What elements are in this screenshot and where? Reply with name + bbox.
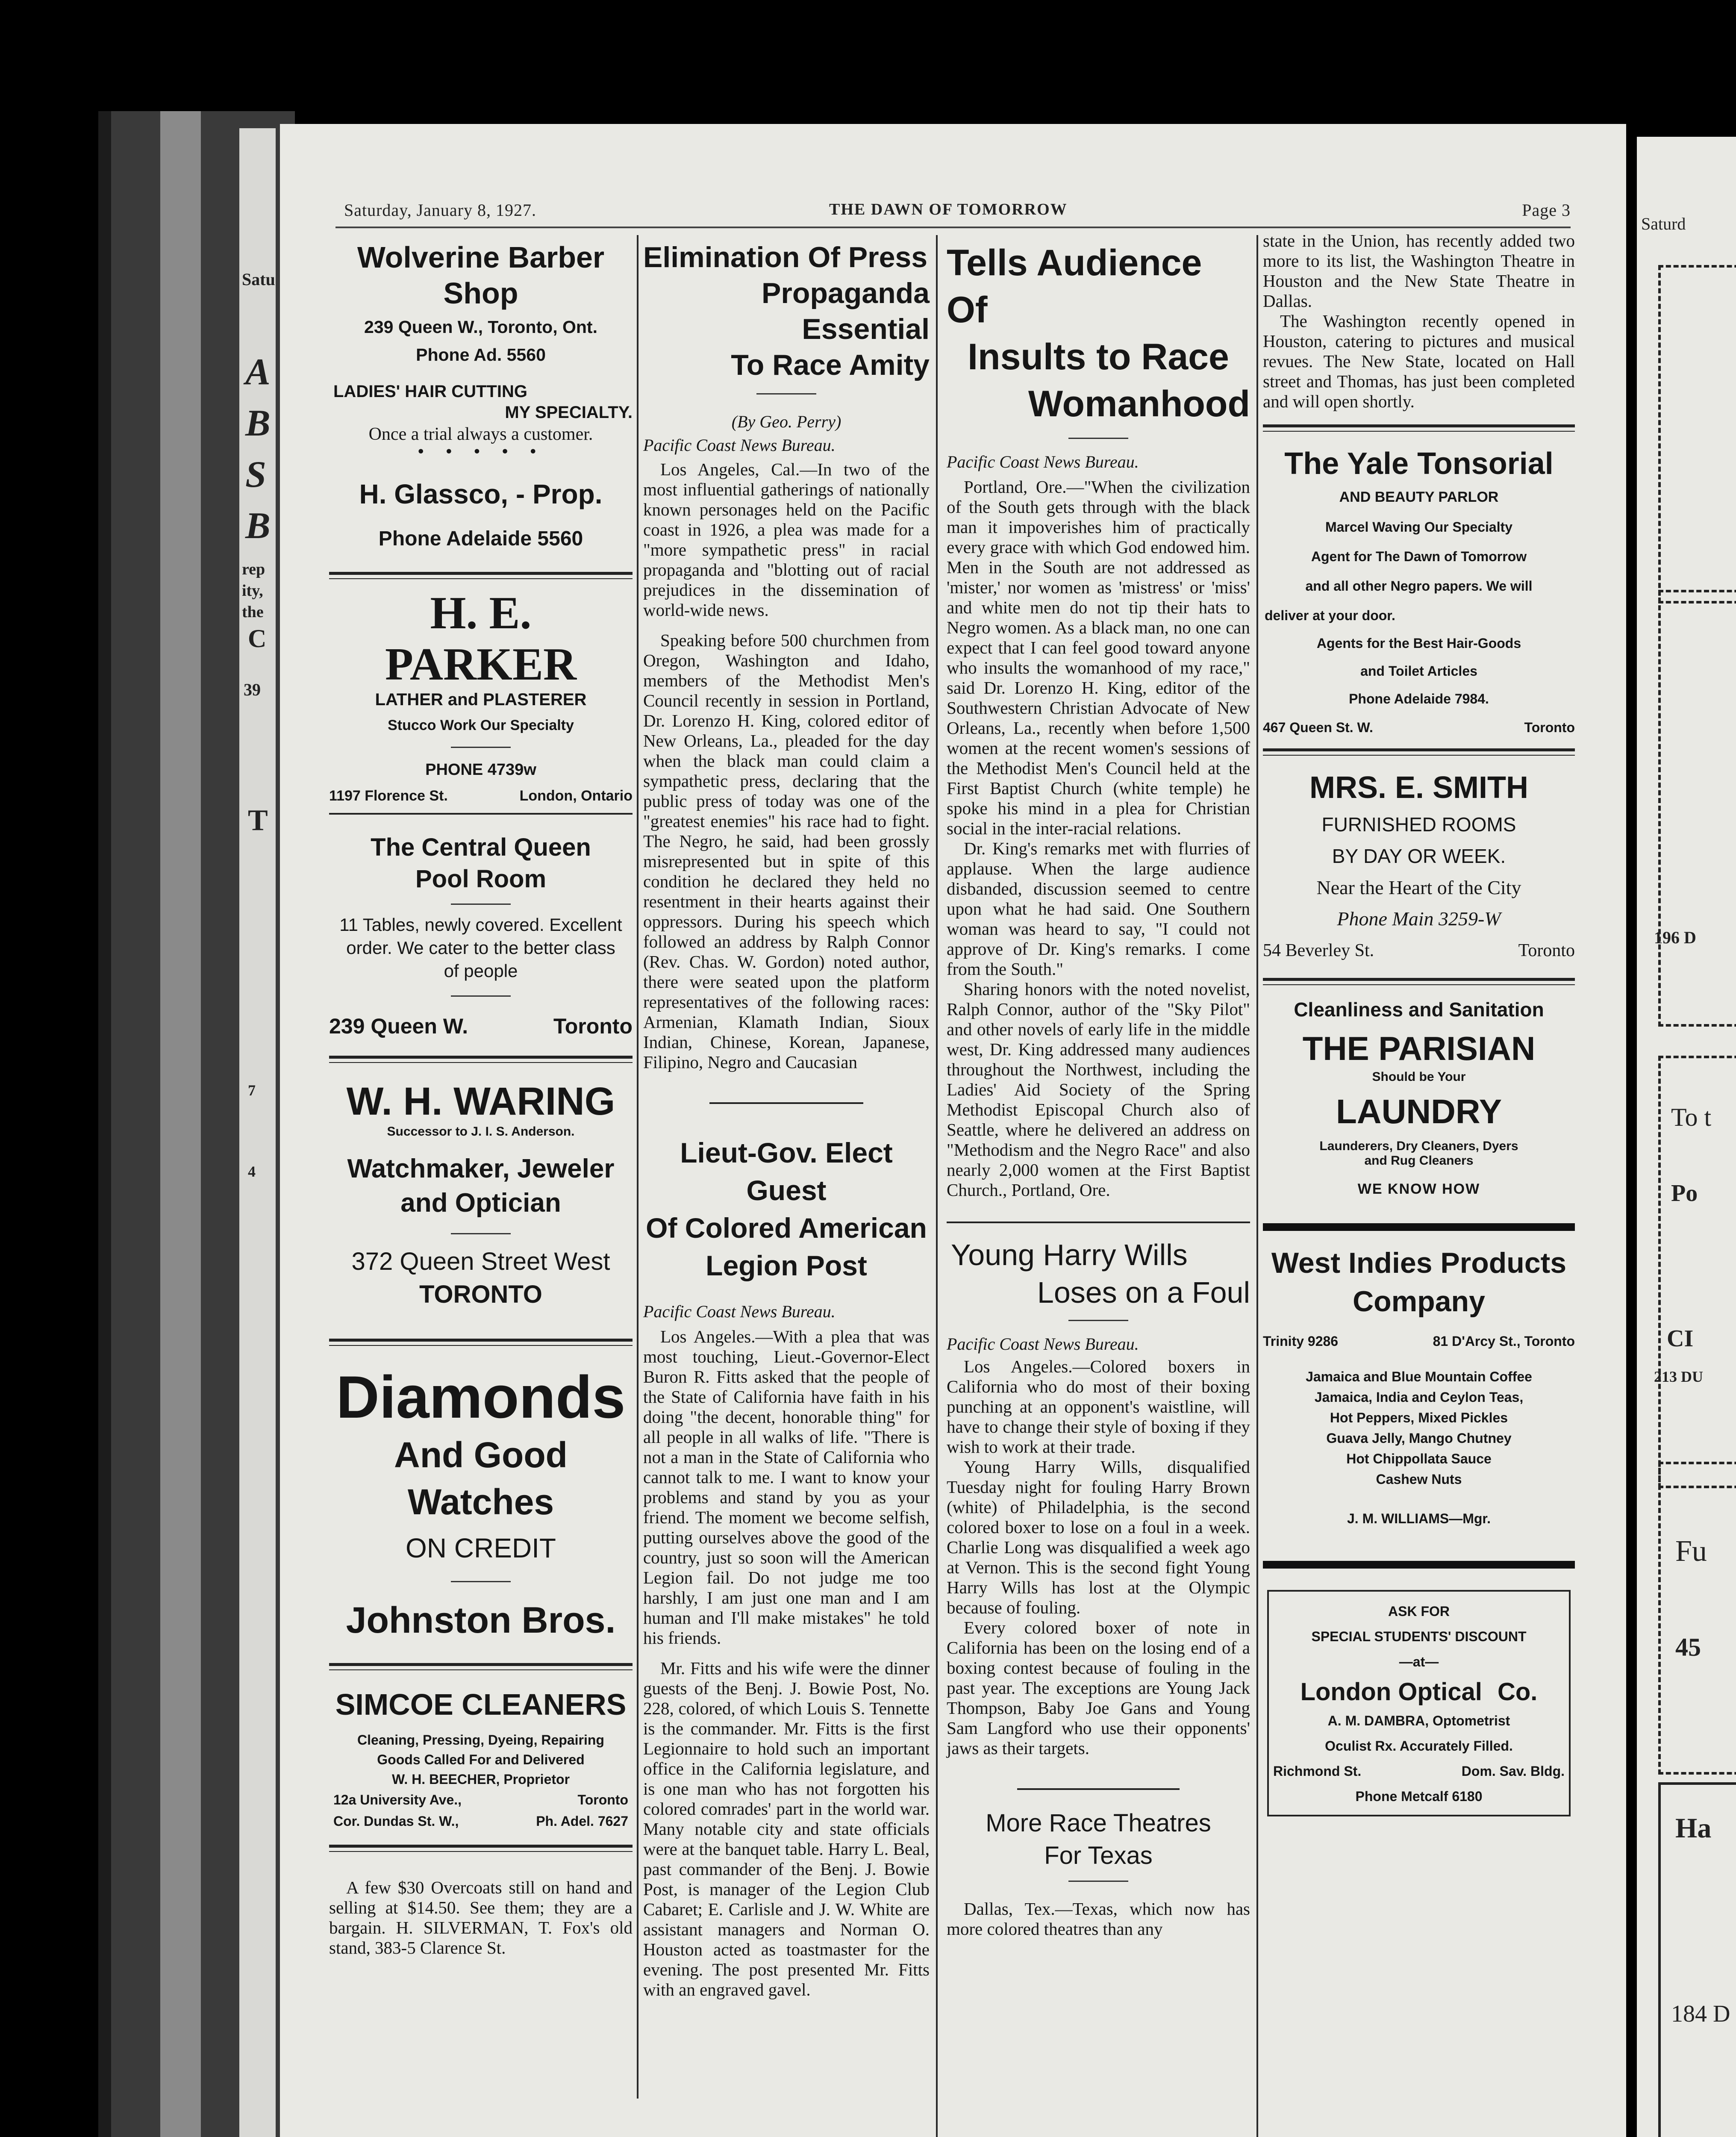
- edge-fragment: A: [245, 351, 271, 393]
- ad-title: The Yale Tonsorial: [1284, 447, 1554, 481]
- edge-fragment: C: [248, 624, 267, 653]
- article-paragraph: Dallas, Tex.—Texas, which now has more colored theatres than any: [947, 1899, 1250, 1939]
- ad-title: W. H. WARING: [346, 1080, 615, 1123]
- london-optical-ad: [1267, 1590, 1571, 1816]
- ad-address: 81 D'Arcy St., Toronto: [1433, 1333, 1575, 1349]
- next-page-edge: [1637, 137, 1736, 2137]
- masthead-title: THE DAWN OF TOMORROW: [829, 200, 1068, 218]
- ad-title: Diamonds: [336, 1363, 626, 1431]
- edge-fragment: 45: [1675, 1633, 1701, 1661]
- ad-title: Company: [1353, 1285, 1485, 1318]
- article-paragraph: Every colored boxer of note in California has been on the losing end of a boxing contest because of fouling in the past year. The exceptions are Young Jack Thompson, Baby Joe Gans and Young Sam Langford who use their opponents' jaws as their targets.: [947, 1618, 1250, 1758]
- edge-fragment: Saturd: [1641, 214, 1686, 233]
- article-texas-theatres: [947, 1807, 1250, 1939]
- ad-line: Goods Called For and Delivered: [377, 1752, 585, 1767]
- section-rule: [329, 1339, 633, 1346]
- ad-line: MY SPECIALTY.: [505, 403, 633, 422]
- news-source: Pacific Coast News Bureau.: [947, 452, 1139, 471]
- edge-fragment: Satu: [242, 270, 275, 289]
- ad-phone: Trinity 9286: [1263, 1333, 1339, 1349]
- column-divider: [1256, 235, 1258, 2137]
- ad-line: Launderers, Dry Cleaners, Dyers: [1319, 1139, 1518, 1153]
- ad-proprietor: H. Glassco, - Prop.: [359, 479, 603, 509]
- article-legion-post: [643, 1134, 930, 2000]
- edge-fragment: B: [245, 403, 271, 444]
- section-rule: [1263, 424, 1575, 432]
- section-rule: [329, 1663, 633, 1670]
- edge-fragment: B: [245, 505, 271, 547]
- edge-fragment: To t: [1671, 1103, 1712, 1131]
- headline: Womanhood: [1028, 383, 1250, 424]
- ad-address: Dom. Sav. Bldg.: [1461, 1763, 1565, 1779]
- ad-title: H. E. PARKER: [385, 588, 577, 690]
- edge-fragment: 4: [248, 1163, 256, 1180]
- section-rule: [1263, 1561, 1575, 1569]
- ad-text: 11 Tables, newly covered. Excellent order. We cater to the better class of people: [339, 915, 622, 981]
- headline: Legion Post: [706, 1250, 867, 1281]
- article-paragraph: Mr. Fitts and his wife were the dinner guests of the Benj. J. Bowie Post, No. 228, colored, of which Louis S. Tennette is the commander. Mr. Fitts is the first Legionnaire to hold such an important office in the California legislature, and is one man who has not forgotten his colored comrades' part in the world war. Many notable city and state officials were at the banquet table. Harry L. Beal, past commander of the Benj. J. Bowie Post, is manager of the Legion Club Cabaret; E. Carlisle and J. W. White are assistant managers and Norman O. Houston acted as toastmaster for the evening. The post presented Mr. Fitts with an engraved gavel.: [643, 1658, 930, 1999]
- parisian-laundry-ad: [1263, 998, 1575, 1198]
- headline: Propaganda Essential: [762, 277, 930, 345]
- west-indies-ad: [1263, 1244, 1575, 1527]
- ad-line: Stucco Work Our Specialty: [388, 717, 574, 733]
- edge-fragment: rep: [242, 560, 265, 578]
- mrs-smith-ad: [1263, 768, 1575, 961]
- section-rule: [329, 1845, 633, 1852]
- column-1: [329, 239, 633, 1958]
- ad-line: Marcel Waving Our Specialty: [1325, 519, 1513, 535]
- article-harry-wills: [947, 1236, 1250, 1758]
- ad-address: 372 Queen Street West: [351, 1248, 610, 1275]
- article-paragraph: Los Angeles.—Colored boxers in California who do most of their boxing punching at an opponent's waistline, will have to change their style of boxing if they wish to work at their trade.: [947, 1357, 1250, 1457]
- headline: Elimination Of Press: [643, 241, 928, 274]
- ad-line: BY DAY OR WEEK.: [1332, 845, 1506, 867]
- ad-address: Richmond St.: [1273, 1763, 1362, 1779]
- ad-city: Toronto: [1524, 720, 1575, 735]
- article-press-propaganda: [643, 239, 930, 1072]
- previous-page-edge: [239, 128, 276, 2137]
- news-source: Pacific Coast News Bureau.: [643, 436, 836, 455]
- waring-ad: [329, 1080, 633, 1309]
- ad-title: Pool Room: [415, 865, 547, 893]
- ad-address: 1197 Florence St.: [329, 788, 448, 804]
- article-insults-womanhood: [947, 239, 1250, 1200]
- edge-fragment: the: [242, 603, 264, 621]
- headline: More Race Theatres: [986, 1809, 1211, 1837]
- article-paragraph: Los Angeles.—With a plea that was most touching, Lieut.-Governor-Elect Buron R. Fitts asked that the people of the State of California have faith in his doing "the decent, honorable thing" for all people in all walks of life. "There is not a man in the State of California who cannot talk to me. I want to know your problems and stand by you as your friend. The moment we become selfish, putting ourselves above the good of the country, just so soon will the American Legion fail. Do not judge me too harshly, I am just one man and I am human and I'll make mistakes" he told his friends.: [643, 1327, 930, 1648]
- ad-line: Successor to J. I. S. Anderson.: [387, 1124, 575, 1139]
- headline: Insults to Race: [968, 336, 1229, 377]
- headline: Loses on a Foul: [1037, 1276, 1250, 1309]
- edge-fragment: S: [245, 454, 266, 495]
- column-divider: [936, 235, 938, 2137]
- ad-title: Wolverine Barber Shop: [357, 241, 605, 310]
- edge-fragment: 213 DU: [1654, 1368, 1703, 1385]
- edge-fragment: 196 D: [1654, 928, 1696, 947]
- book-binding: [98, 111, 295, 2137]
- ad-name: Johnston Bros.: [346, 1600, 616, 1641]
- yale-tonsorial-ad: [1263, 444, 1575, 736]
- ad-line: FURNISHED ROOMS: [1321, 813, 1516, 836]
- ad-line: Near the Heart of the City: [1316, 877, 1521, 898]
- edge-fragment: Po: [1671, 1180, 1698, 1207]
- ad-address: Cor. Dundas St. W.,: [333, 1813, 459, 1829]
- edge-fragment: CI: [1667, 1325, 1694, 1352]
- product-item: Cashew Nuts: [1376, 1472, 1462, 1487]
- ad-line: Agent for The Dawn of Tomorrow: [1311, 549, 1527, 564]
- ad-address: 239 Queen W., Toronto, Ont.: [364, 317, 597, 337]
- product-item: Hot Chippollata Sauce: [1346, 1451, 1492, 1466]
- notice-text: A few $30 Overcoats still on hand and selling at $14.50. See them; they are a bargain. H. SILVERMAN, T. Fox's old stand, 383-5 Clarence St.: [329, 1878, 633, 1957]
- article-paragraph: state in the Union, has recently added two more to its list, the Washington Theatre in Houston and the New State Theatre in Dallas.: [1263, 231, 1575, 311]
- ad-city: TORONTO: [419, 1280, 542, 1308]
- headline: Young Harry Wills: [951, 1238, 1188, 1272]
- ad-line: Oculist Rx. Accurately Filled.: [1325, 1738, 1513, 1754]
- ad-address: 467 Queen St. W.: [1263, 720, 1373, 735]
- ad-phone: Ph. Adel. 7627: [536, 1813, 628, 1829]
- ad-title: London Optical: [1300, 1678, 1482, 1706]
- edge-fragment: Ha: [1675, 1813, 1712, 1844]
- ad-dots: • • • • •: [417, 444, 545, 459]
- edge-fragment: 39: [244, 680, 261, 699]
- ad-address: 239 Queen W.: [329, 1014, 468, 1038]
- page-number: Page 3: [1522, 200, 1571, 220]
- overcoats-notice: [329, 1878, 633, 1958]
- ad-line: Should be Your: [1372, 1070, 1466, 1084]
- ad-phone: Phone Adelaide 7984.: [1349, 691, 1489, 706]
- ad-line: WE KNOW HOW: [1357, 1181, 1480, 1197]
- ad-phone: Phone Metcalf 6180: [1355, 1789, 1483, 1804]
- headline: For Texas: [1044, 1842, 1153, 1869]
- edge-fragment: 184 D: [1671, 2001, 1730, 2027]
- ad-line: and Optician: [400, 1188, 561, 1218]
- ad-title: Co.: [1497, 1678, 1538, 1706]
- ad-phone: PHONE 4739w: [425, 761, 536, 779]
- ad-line: LADIES' HAIR CUTTING: [333, 382, 527, 401]
- ad-line: deliver at your door.: [1265, 608, 1395, 623]
- header-rule: [335, 227, 1571, 228]
- ad-title: West Indies Products: [1271, 1247, 1567, 1279]
- headline: Tells Audience Of: [947, 242, 1202, 330]
- edge-fragment: 7: [248, 1082, 256, 1099]
- ad-line: Cleaning, Pressing, Dyeing, Repairing: [357, 1732, 604, 1748]
- ad-title: LAUNDRY: [1336, 1092, 1502, 1130]
- article-paragraph: Los Angeles, Cal.—In two of the most influential gatherings of nationally known personages held on the Pacific coast in 1926, a plea was made for a "more sympathetic press" in racial propaganda and "blotting out of racial prejudices in the dissemination of world-wide news.: [643, 459, 930, 620]
- section-rule: [1263, 978, 1575, 985]
- newspaper-page: [280, 124, 1626, 2137]
- column-2: [643, 239, 930, 2000]
- ad-line: ASK FOR: [1388, 1604, 1450, 1619]
- ad-line: —at—: [1399, 1654, 1439, 1669]
- product-item: Jamaica, India and Ceylon Teas,: [1314, 1389, 1524, 1405]
- ad-title: THE PARISIAN: [1302, 1030, 1536, 1067]
- article-paragraph: Speaking before 500 churchmen from Oregon, Washington and Idaho, members of the Methodist Men's Council recently in session in Portland, Dr. Lorenzo H. King, colored editor of New Orleans, La., pleaded for the day when the black man could claim a sympathetic press, declaring that the public press of today was one of the "greatest enemies" his race had to fight. The Negro, he said, had been grossly misrepresented but in spite of this condition he declared they held no resentment in their hearts against their oppressors. During his speech which followed an address by Ralph Connor (Rev. Chas. W. Gordon) noted author, there were seated upon the platform representatives of the following races: Armenian, Klamath Indian, Sioux Indian, Chinese, Korean, Japanese, Filipino, Negro and Caucasian: [643, 630, 930, 1072]
- article-paragraph: The Washington recently opened in Houston, catering to pictures and musical revues. The New State, located on Hall street and Thomas, has just been completed and will open shortly.: [1263, 311, 1575, 411]
- column-3: [947, 239, 1250, 1939]
- section-rule: [1263, 1223, 1575, 1231]
- section-rule: [329, 572, 633, 579]
- simcoe-cleaners-ad: [329, 1687, 633, 1832]
- ad-line: And Good Watches: [394, 1435, 568, 1522]
- ad-line: and Toilet Articles: [1360, 663, 1477, 679]
- ad-city: London, Ontario: [519, 788, 633, 804]
- edge-fragment: T: [248, 804, 268, 837]
- section-rule: [329, 1056, 633, 1063]
- ad-line: ON CREDIT: [406, 1533, 556, 1563]
- ad-address: 12a University Ave.,: [333, 1792, 462, 1807]
- product-list: [1263, 1366, 1575, 1489]
- ad-line: and all other Negro papers. We will: [1305, 578, 1533, 594]
- ad-city: Toronto: [553, 1014, 633, 1038]
- pool-room-ad: [329, 832, 633, 1039]
- article-paragraph: Young Harry Wills, disqualified Tuesday night for fouling Harry Brown (white) of Philadelphia, is the second colored boxer to lose on a foul in a week. Charlie Long was disqualified a week ago at Vernon. This is the second fight Young Harry Wills has lost at the Olympic because of fouling.: [947, 1457, 1250, 1617]
- ad-city: Toronto: [1518, 941, 1575, 960]
- ad-phone: Phone Adelaide 5560: [378, 527, 583, 550]
- ad-city: Toronto: [577, 1792, 628, 1807]
- section-rule: [1263, 748, 1575, 756]
- article-paragraph: Dr. King's remarks met with flurries of applause. When the large audience disbanded, discussion seemed to centre upon what he had said. One Southern woman was heard to say, "I could not approve of Dr. King's remarks. I come from the South.": [947, 839, 1250, 979]
- ad-line: Once a trial always a customer.: [368, 424, 593, 444]
- wolverine-barber-ad: [329, 239, 633, 550]
- ad-line: LATHER and PLASTERER: [375, 690, 587, 709]
- ad-title: MRS. E. SMITH: [1309, 771, 1528, 805]
- byline: (By Geo. Perry): [731, 412, 842, 431]
- ad-line: Watchmaker, Jeweler: [347, 1154, 615, 1183]
- ad-line: Cleanliness and Sanitation: [1294, 998, 1544, 1021]
- news-source: Pacific Coast News Bureau.: [947, 1334, 1139, 1354]
- headline: Lieut-Gov. Elect Guest: [680, 1137, 893, 1206]
- ad-title: SIMCOE CLEANERS: [335, 1688, 627, 1721]
- issue-date: Saturday, January 8, 1927.: [344, 200, 536, 220]
- parker-ad: [329, 588, 633, 804]
- ad-address: 54 Beverley St.: [1263, 941, 1374, 960]
- ad-line: SPECIAL STUDENTS' DISCOUNT: [1311, 1629, 1527, 1644]
- news-source: Pacific Coast News Bureau.: [643, 1302, 836, 1321]
- edge-fragment: ity,: [242, 582, 263, 600]
- ad-line: and Rug Cleaners: [1364, 1154, 1474, 1168]
- johnston-bros-ad: [329, 1363, 633, 1642]
- article-continuation: [1263, 231, 1575, 412]
- ad-phone: Phone Ad. 5560: [416, 345, 546, 365]
- ad-line: W. H. BEECHER, Proprietor: [391, 1772, 570, 1787]
- article-paragraph: Portland, Ore.—"When the civilization of the South gets through with the black man it impoverishes him of practically every grace with which God endowed him. Men in the South are not addressed as 'mister,' nor women as 'mistress' or 'miss' and white men do not tip their hats to Negro women. As a black man, no one can expect that I can feel good toward anyone who insults the womanhood of my race," said Dr. Lorenzo H. King, editor of the Southwestern Christian Advocate of New Orleans, La., recently when before 1,500 women at the recent women's sessions of the Methodist Men's Council held at the First Baptist Church (white temple) he spoke his mind in a plea for Christian social in the inter-racial relations.: [947, 477, 1250, 838]
- ad-line: A. M. DAMBRA, Optometrist: [1327, 1713, 1510, 1728]
- ad-line: Agents for the Best Hair-Goods: [1316, 636, 1521, 651]
- ad-manager: J. M. WILLIAMS—Mgr.: [1347, 1511, 1491, 1526]
- ad-phone: Phone Main 3259-W: [1337, 908, 1501, 930]
- product-item: Guava Jelly, Mango Chutney: [1326, 1431, 1512, 1446]
- column-4: [1263, 231, 1575, 1816]
- ad-title: The Central Queen: [371, 833, 591, 861]
- ad-line: AND BEAUTY PARLOR: [1339, 489, 1499, 505]
- headline: To Race Amity: [731, 349, 930, 381]
- edge-fragment: Fu: [1675, 1535, 1707, 1568]
- article-paragraph: Sharing honors with the noted novelist, Ralph Connor, author of the "Sky Pilot" and other novels of early life in the middle west, Dr. King addressed many audiences throughout the Northwest, including the Ladies' Aid Society of the Spring Methodist Episcopal Church also of Seattle, where he delivered an address on "Methodism and the Negro Race" and also nearly 2,000 women at the First Baptist Church., Portland, Ore.: [947, 979, 1250, 1200]
- column-divider: [637, 235, 638, 2099]
- product-item: Jamaica and Blue Mountain Coffee: [1306, 1369, 1532, 1384]
- headline: Of Colored American: [646, 1212, 927, 1244]
- product-item: Hot Peppers, Mixed Pickles: [1330, 1410, 1508, 1425]
